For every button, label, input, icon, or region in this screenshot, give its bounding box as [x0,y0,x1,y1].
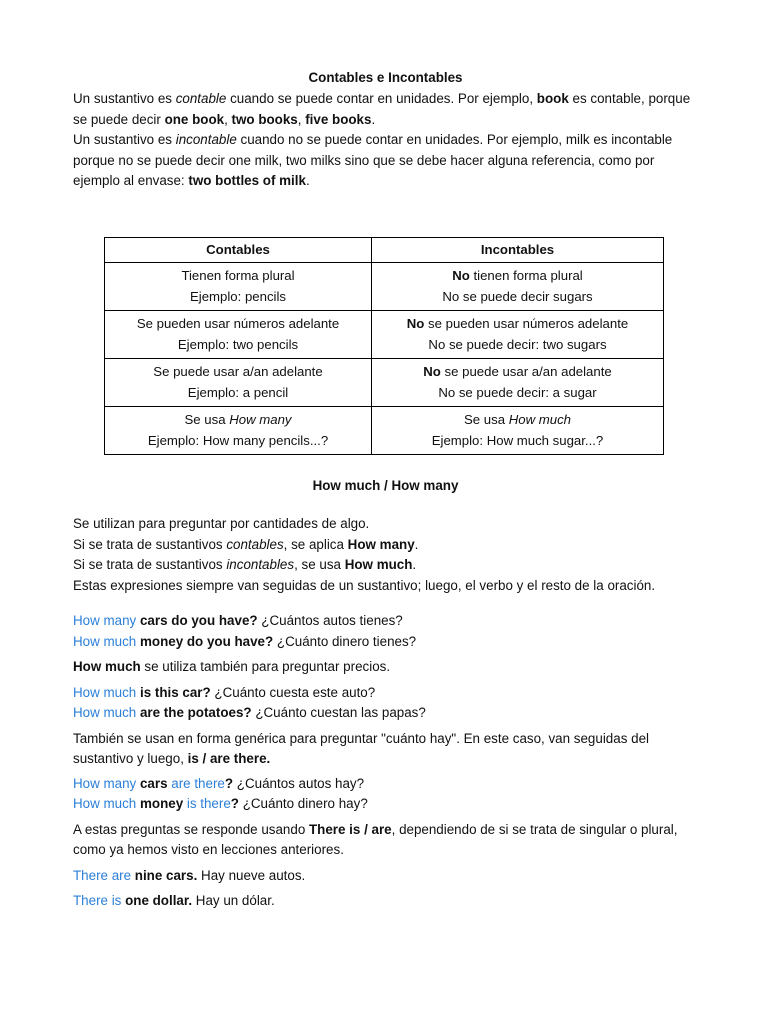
text: is / are there. [187,751,271,766]
table-cell [372,359,664,407]
text: There is [73,893,122,908]
section-title: How much / How many [312,478,459,493]
intro-paragraph-1 [73,89,698,130]
text: ¿Cuánto cuestan las papas? [251,705,426,720]
text: Un sustantivo es [73,132,176,147]
example-line [73,632,698,653]
text: se puede usar a/an adelante [440,364,612,379]
header-contables: Contables [105,237,372,263]
table-cell [105,263,372,311]
table-cell [372,311,664,359]
text: Ejemplo: How much sugar...? [431,432,604,448]
text: ¿Cuánto dinero tienes? [273,633,417,649]
text: , [224,111,232,127]
text: Si se trata de sustantivos [73,536,227,552]
text: . [412,557,417,572]
text: How much [73,633,137,649]
example-line [73,866,698,887]
text: cuando no se puede contar en unidades. Por ejemplo, milk es incontable porque no se puede decir one milk, two milks sino que se debe hacer alguna referencia, como por ejemplo al envase: [73,132,673,188]
example-line [73,683,698,704]
table-header-row [105,237,664,263]
text: No se puede decir sugars [442,288,593,304]
text: is this car? [136,684,211,700]
text: ? [224,775,234,791]
text: How much [73,705,137,720]
text: are there [171,775,225,791]
text: No se puede decir: two sugars [428,336,607,352]
text: How many [73,613,137,628]
text: tienen forma plural [469,268,583,283]
text: No [423,364,441,379]
text: two books [231,111,298,127]
intro-paragraph-2 [73,130,698,192]
document-page [73,66,698,912]
text: cars [136,775,172,791]
text: is there [186,796,231,811]
text: , [297,111,306,127]
text: There is / are [309,821,392,837]
text: How many [347,536,415,552]
example-line [73,729,698,770]
text: , dependiendo de si se trata de singular o plural, como ya hemos visto en lecciones anteriores. [73,821,678,857]
text: Un sustantivo es [73,91,176,106]
text: Ejemplo: pencils [189,288,287,304]
text: Se puede usar a/an adelante [153,364,323,379]
example-line [73,703,698,724]
text: contable [175,91,227,106]
table-cell [372,407,664,455]
paragraph [73,535,698,556]
text: Hay un dólar. [192,893,275,908]
text: Se pueden usar números adelante [136,316,340,331]
text: How many [229,412,292,427]
text: Ejemplo: a pencil [187,384,289,400]
text: ¿Cuánto dinero hay? [238,796,368,811]
text: incontables [226,557,295,572]
example-line [73,820,698,861]
page-title: Contables e Incontables [308,70,463,85]
text: , se aplica [283,536,348,552]
comparison-table [104,237,664,456]
text: How much [73,684,137,700]
text: incontable [175,132,237,147]
text: one dollar. [121,893,193,908]
text: No se puede decir: a sugar [438,384,597,400]
paragraph: Se utilizan para preguntar por cantidades de algo. [73,516,370,531]
text: También se usan en forma genérica para preguntar "cuánto hay". En este caso, van seguidas del sustantivo y luego, [73,730,649,766]
text: ¿Cuántos autos hay? [233,775,365,791]
text: nine cars. [131,867,198,883]
text: There are [73,867,132,883]
table-row [105,263,664,311]
table-row [105,359,664,407]
text: How much [508,412,572,427]
text: money do you have? [136,633,274,649]
example-line [73,891,698,912]
text: No [406,316,425,331]
text: Ejemplo: How many pencils...? [147,432,329,448]
paragraph: Estas expresiones siempre van seguidas de un sustantivo; luego, el verbo y el resto de la oración. [73,577,656,593]
text: Tienen forma plural [181,268,295,283]
text: Se usa [184,412,230,427]
text: cars do you have? [136,613,258,628]
text: Hay nueve autos. [197,867,306,883]
text: How many [73,775,137,791]
text: . [305,173,310,188]
text: No [452,268,470,283]
text: money [136,796,187,811]
table-cell [105,311,372,359]
table-cell [105,359,372,407]
text: contables [226,536,284,552]
text: book [536,91,569,106]
table-row [105,407,664,455]
text: se pueden usar números adelante [424,316,629,331]
text: How much [73,796,137,811]
text: five books [305,111,372,127]
text: Si se trata de sustantivos [73,557,227,572]
text: . [371,111,376,127]
text: se utiliza también para preguntar precios. [140,659,391,674]
text: Ejemplo: two pencils [177,336,299,352]
text: How much [344,557,413,572]
text: , se usa [294,557,345,572]
example-line [73,657,698,678]
text: are the potatoes? [136,705,252,720]
example-line [73,774,698,795]
table-row [105,311,664,359]
text: How much [73,659,141,674]
text: cuando se puede contar en unidades. Por ejemplo, [226,91,537,106]
text: ¿Cuántos autos tienes? [257,613,403,628]
header-incontables: Incontables [372,237,664,263]
text: one book [164,111,225,127]
text: ? [230,796,239,811]
table-cell [372,263,664,311]
example-line [73,794,698,815]
text: es contable, porque se puede decir [73,91,691,127]
example-line [73,611,698,632]
text: . [414,536,419,552]
text: ¿Cuánto cuesta este auto? [210,684,376,700]
table-cell [105,407,372,455]
text: A estas preguntas se responde usando [73,821,309,837]
text: Se usa [463,412,509,427]
paragraph [73,555,698,576]
text: two bottles of milk [188,173,306,188]
